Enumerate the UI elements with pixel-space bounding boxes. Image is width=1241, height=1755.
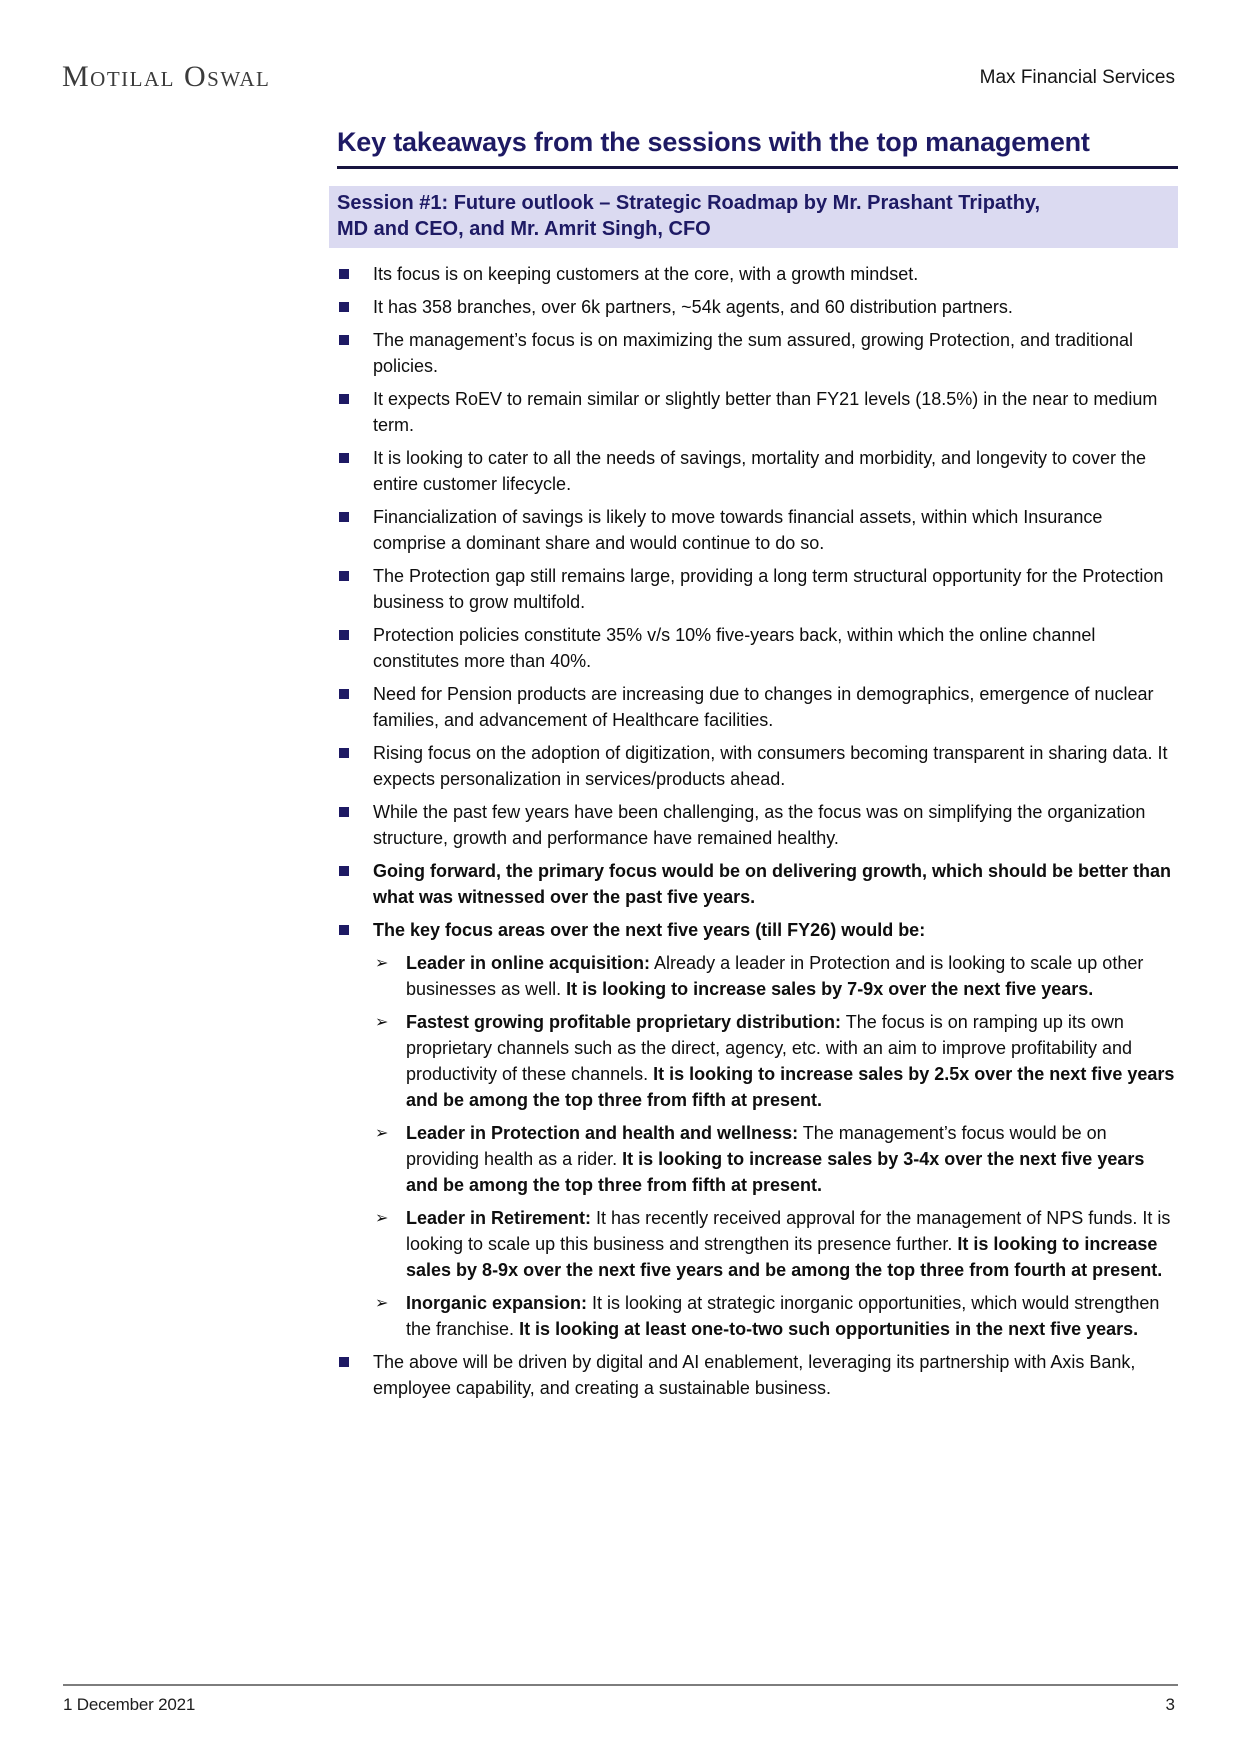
text-segment: It is looking to increase sales by 3-4x over the next five years and be among the top three from fifth at present. xyxy=(406,1149,1145,1195)
bullet-text xyxy=(373,566,1163,612)
footer-date: 1 December 2021 xyxy=(63,1695,196,1714)
bullet-item xyxy=(337,445,1178,497)
text-segment: It is looking at strategic inorganic opportunities, which would strengthen the franchise. xyxy=(406,1293,1160,1339)
square-bullet-icon xyxy=(339,1357,349,1367)
square-bullet-icon xyxy=(339,866,349,876)
text-segment: Already a leader in Protection and is looking to scale up other businesses as well. xyxy=(406,953,1144,999)
square-bullet-icon xyxy=(339,748,349,758)
text-segment: It is looking to increase sales by 8-9x over the next five years and be among the top three from fourth at present. xyxy=(406,1234,1163,1280)
text-segment: The management’s focus would be on providing health as a rider. xyxy=(406,1123,1107,1169)
sub-bullet-item xyxy=(375,950,1178,1002)
bullet-text xyxy=(373,743,1167,789)
square-bullet-icon xyxy=(339,925,349,935)
bullet-text xyxy=(373,802,1145,848)
bullet-item xyxy=(337,1349,1178,1401)
bullet-item xyxy=(337,917,1178,1342)
text-segment: It is looking to cater to all the needs of savings, mortality and morbidity, and longevity to cover the entire customer lifecycle. xyxy=(373,448,1147,494)
company-name: Max Financial Services xyxy=(979,67,1175,88)
text-segment: It is looking at least one-to-two such opportunities in the next five years. xyxy=(519,1319,1139,1339)
text-segment: It is looking to increase sales by 2.5x over the next five years and be among the top three from fifth at present. xyxy=(406,1064,1175,1110)
sub-bullet-item xyxy=(375,1120,1178,1198)
bullet-item xyxy=(337,740,1178,792)
bullet-item xyxy=(337,504,1178,556)
text-segment: The management’s focus is on maximizing the sum assured, growing Protection, and traditional policies. xyxy=(373,330,1134,376)
text-segment: Leader in Retirement: xyxy=(406,1208,592,1228)
arrow-bullet-icon: ➢ xyxy=(375,953,389,972)
text-segment: Leader in online acquisition: xyxy=(406,953,651,973)
text-segment: Rising focus on the adoption of digitization, with consumers becoming transparent in sharing data. It expects personalization in services/products ahead. xyxy=(373,743,1168,789)
square-bullet-icon xyxy=(339,571,349,581)
bullet-item xyxy=(337,294,1178,320)
text-segment: Inorganic expansion: xyxy=(406,1293,588,1313)
bullet-item xyxy=(337,563,1178,615)
bullet-item xyxy=(337,327,1178,379)
bullet-text xyxy=(373,448,1146,494)
text-segment: Its focus is on keeping customers at the core, with a growth mindset. xyxy=(373,264,919,284)
bullet-text xyxy=(373,389,1157,435)
session-header-line2: MD and CEO, and Mr. Amrit Singh, CFO xyxy=(337,218,711,240)
sub-bullet-item xyxy=(375,1290,1178,1342)
sub-bullet-text xyxy=(406,1012,1174,1110)
text-segment: The above will be driven by digital and AI enablement, leveraging its partnership with Axis Bank, employee capability, and creating a sustainable business. xyxy=(373,1352,1136,1398)
square-bullet-icon xyxy=(339,630,349,640)
page-title: Key takeaways from the sessions with the top management xyxy=(337,126,1178,169)
text-segment: It is looking to increase sales by 7-9x over the next five years. xyxy=(566,979,1094,999)
arrow-bullet-icon: ➢ xyxy=(375,1012,389,1031)
text-segment: The focus is on ramping up its own proprietary channels such as the direct, agency, etc. with an aim to improve profitability and productivity of these channels. xyxy=(406,1012,1133,1084)
sub-bullet-text xyxy=(406,1293,1159,1339)
arrow-bullet-icon: ➢ xyxy=(375,1293,389,1312)
bullet-text xyxy=(373,1352,1135,1398)
square-bullet-icon xyxy=(339,269,349,279)
footer-page-number: 3 xyxy=(1165,1695,1175,1714)
session-header-line1: Session #1: Future outlook – Strategic Roadmap by Mr. Prashant Tripathy, xyxy=(337,192,1041,214)
bullet-list xyxy=(337,261,1178,1401)
sub-bullet-text xyxy=(406,1208,1170,1280)
sub-bullet-list xyxy=(373,950,1178,1342)
text-segment: Need for Pension products are increasing due to changes in demographics, emergence of nuclear families, and advancement of Healthcare facilities. xyxy=(373,684,1154,730)
bullet-text xyxy=(373,264,918,284)
text-segment: The key focus areas over the next five years (till FY26) would be: xyxy=(373,920,926,940)
sub-bullet-item xyxy=(375,1205,1178,1283)
text-segment: Protection policies constitute 35% v/s 10% five-years back, within which the online channel constitutes more than 40%. xyxy=(373,625,1096,671)
square-bullet-icon xyxy=(339,335,349,345)
text-segment: It has 358 branches, over 6k partners, ~54k agents, and 60 distribution partners. xyxy=(373,297,1013,317)
bullet-text xyxy=(373,684,1153,730)
arrow-bullet-icon: ➢ xyxy=(375,1123,389,1142)
bullet-text xyxy=(373,920,925,940)
content-area xyxy=(337,126,1178,1408)
text-segment: Fastest growing profitable proprietary distribution: xyxy=(406,1012,842,1032)
text-segment: The Protection gap still remains large, providing a long term structural opportunity for the Protection business to grow multifold. xyxy=(373,566,1164,612)
text-segment: Going forward, the primary focus would be on delivering growth, which should be better than what was witnessed over the past five years. xyxy=(373,861,1172,907)
text-segment: While the past few years have been challenging, as the focus was on simplifying the organization structure, growth and performance have remained healthy. xyxy=(373,802,1146,848)
bullet-text xyxy=(373,625,1095,671)
bullet-item xyxy=(337,386,1178,438)
bullet-text xyxy=(373,330,1133,376)
bullet-item xyxy=(337,858,1178,910)
bullet-text xyxy=(373,297,1013,317)
bullet-text xyxy=(373,507,1102,553)
square-bullet-icon xyxy=(339,394,349,404)
bullet-item xyxy=(337,799,1178,851)
square-bullet-icon xyxy=(339,512,349,522)
sub-bullet-item xyxy=(375,1009,1178,1113)
bullet-item xyxy=(337,681,1178,733)
arrow-bullet-icon: ➢ xyxy=(375,1208,389,1227)
square-bullet-icon xyxy=(339,807,349,817)
square-bullet-icon xyxy=(339,689,349,699)
bullet-text xyxy=(373,861,1171,907)
text-segment: It expects RoEV to remain similar or slightly better than FY21 levels (18.5%) in the near to medium term. xyxy=(373,389,1158,435)
sub-bullet-text xyxy=(406,953,1143,999)
sub-bullet-text xyxy=(406,1123,1144,1195)
text-segment: Leader in Protection and health and wellness: xyxy=(406,1123,799,1143)
text-segment: It has recently received approval for the management of NPS funds. It is looking to scale up this business and strengthen its presence further. xyxy=(406,1208,1171,1254)
brand-logo: Motilal Oswal xyxy=(62,60,271,93)
bullet-item xyxy=(337,261,1178,287)
session-header xyxy=(329,186,1178,248)
square-bullet-icon xyxy=(339,302,349,312)
text-segment: Financialization of savings is likely to move towards financial assets, within which Insurance comprise a dominant share and would continue to do so. xyxy=(373,507,1103,553)
bullet-item xyxy=(337,622,1178,674)
square-bullet-icon xyxy=(339,453,349,463)
footer-divider xyxy=(63,1684,1178,1686)
